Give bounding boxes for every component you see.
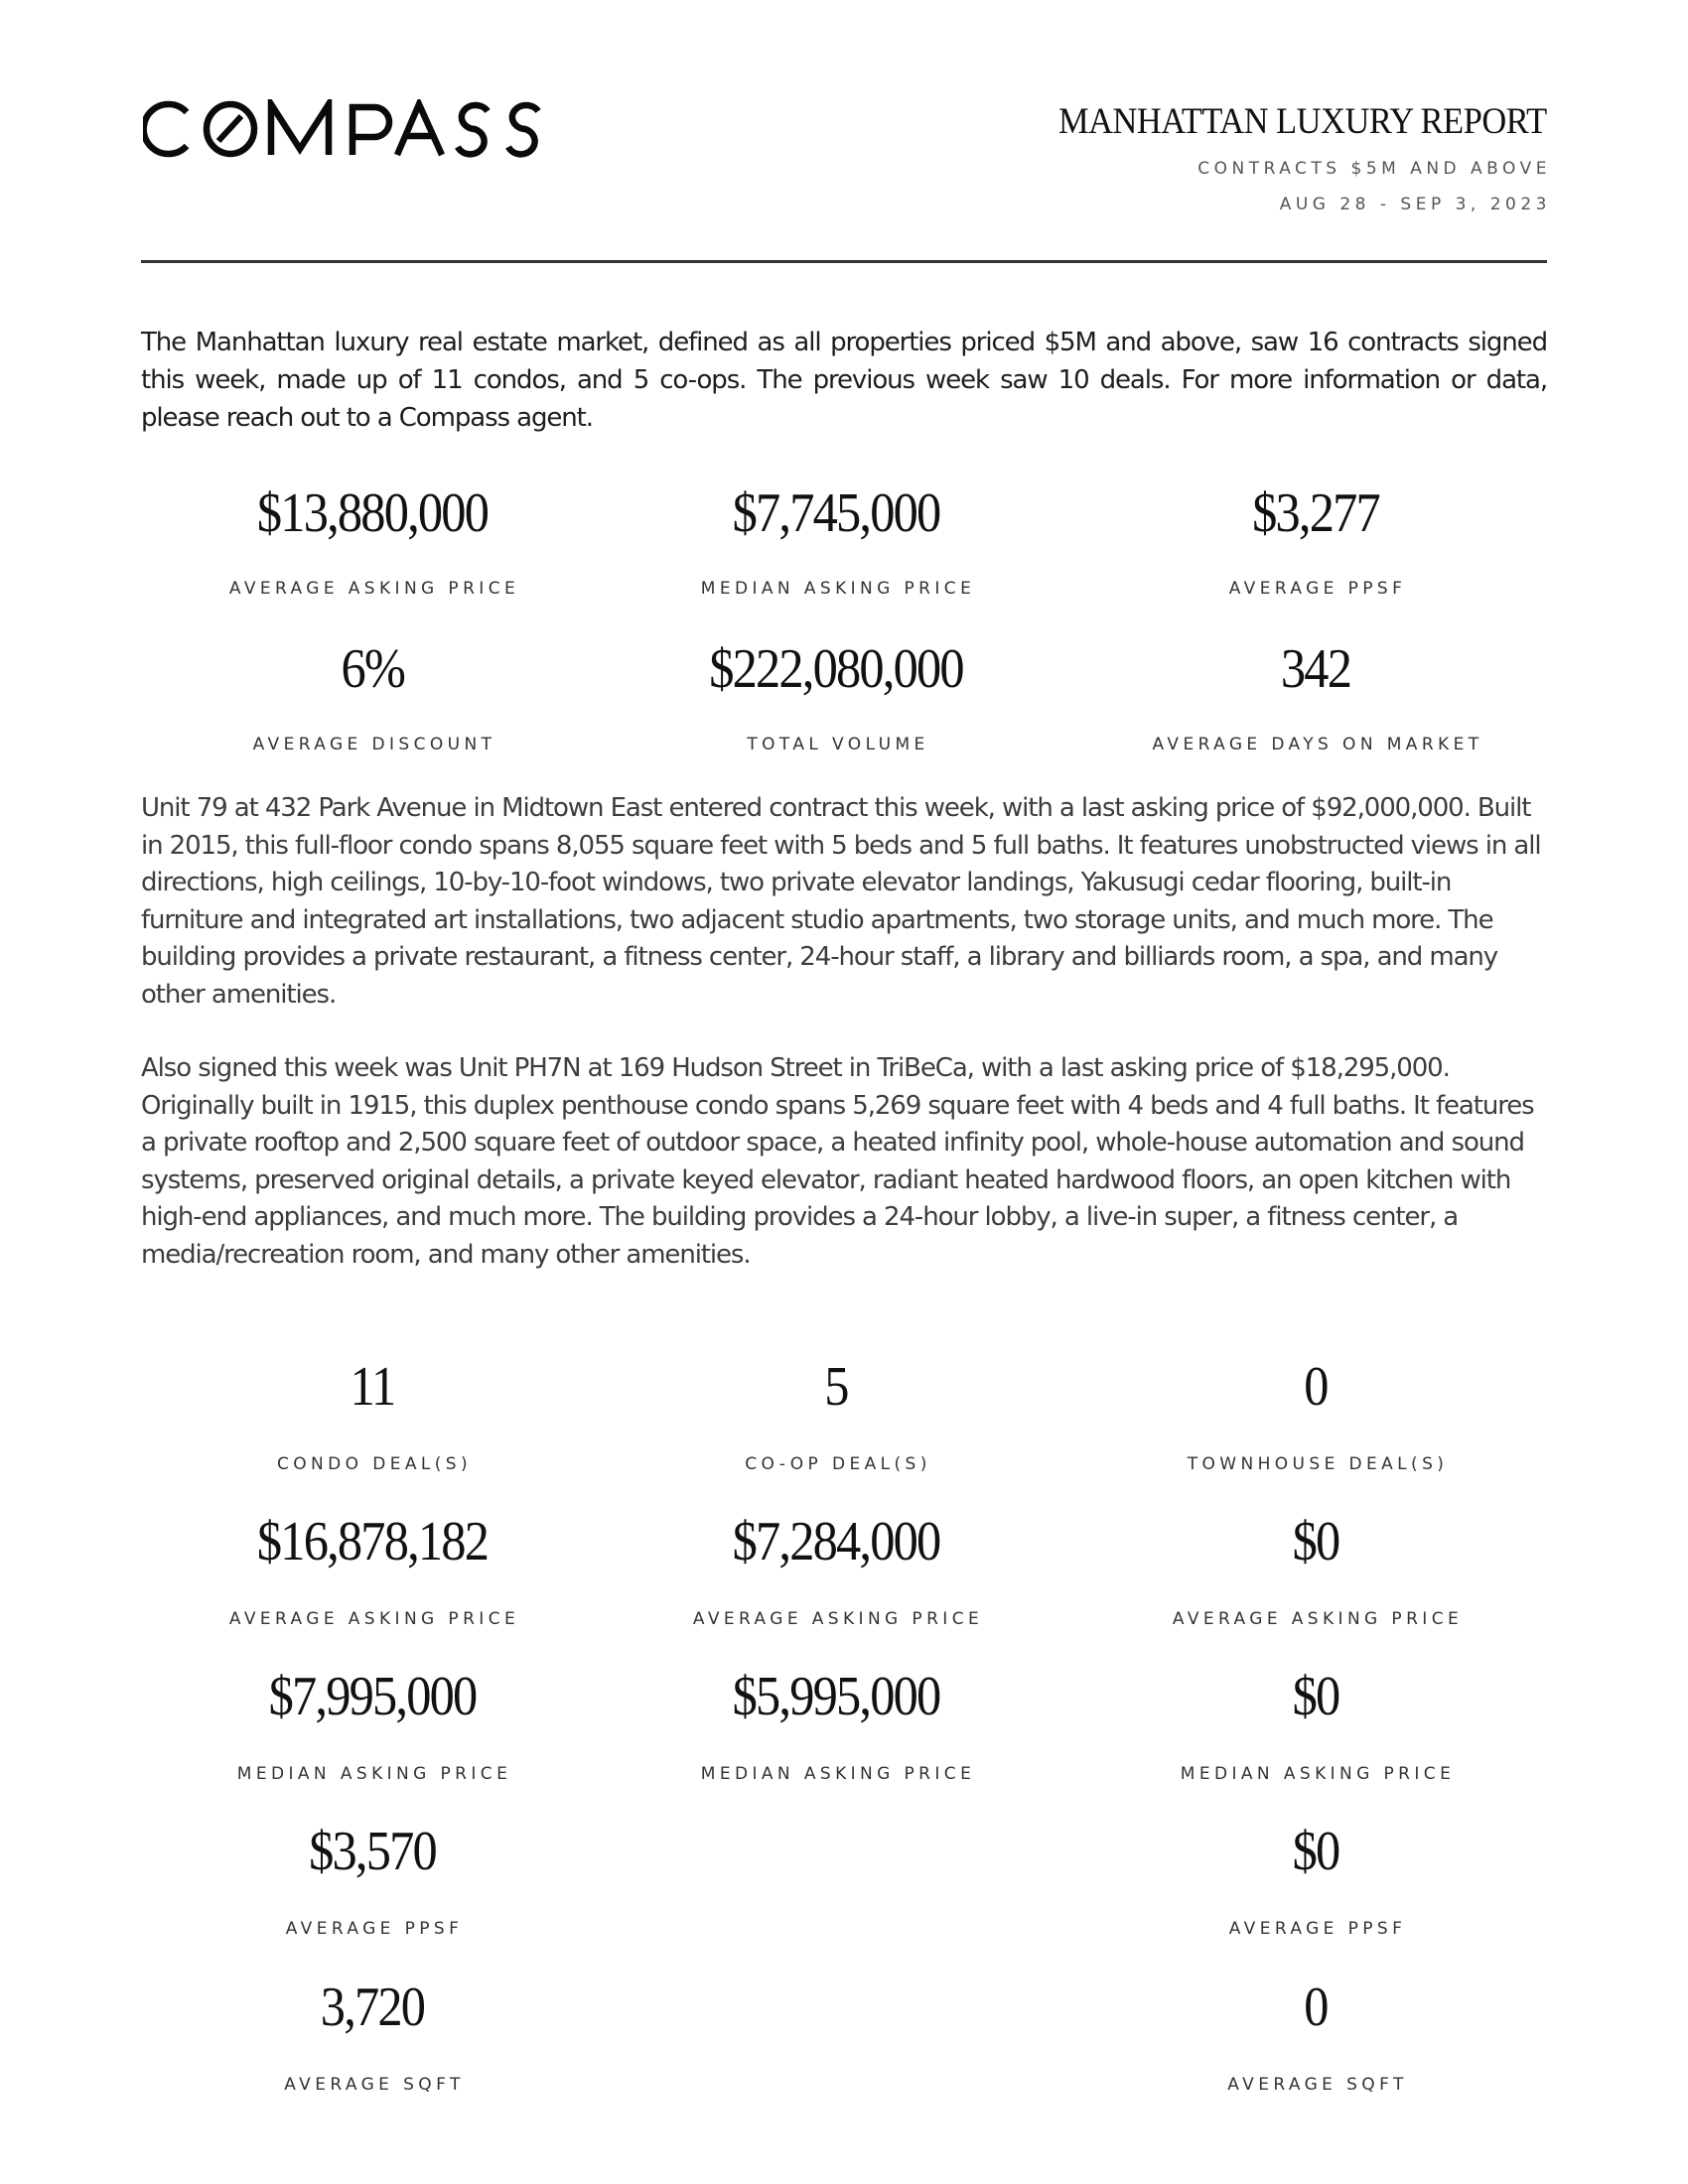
townhouse-average-asking-price [1087,1512,1544,1629]
compass-logo [143,99,560,159]
stat-label: TOWNHOUSE DEAL(S) [1187,1454,1449,1474]
stat-value: 11 [350,1356,395,1418]
report-title: MANHATTAN LUXURY REPORT [1058,101,1547,142]
stat-value: $7,745,000 [732,482,940,544]
stat-value: $0 [1292,1821,1339,1882]
stat-label: MEDIAN ASKING PRICE [700,1764,976,1784]
report-header [1022,99,1551,214]
stat-total-volume [608,639,1064,754]
stat-label: AVERAGE ASKING PRICE [1172,1609,1464,1629]
stat-value: 3,720 [320,1977,425,2038]
stat-value: $3,570 [309,1821,436,1882]
stat-label: AVERAGE ASKING PRICE [228,579,520,599]
stat-value: $16,878,182 [256,1511,489,1572]
stat-label: AVERAGE ASKING PRICE [692,1609,984,1629]
stat-label: MEDIAN ASKING PRICE [236,1764,512,1784]
stat-label: CONDO DEAL(S) [276,1454,473,1474]
stat-average-asking-price [144,483,601,599]
stat-label: AVERAGE SQFT [284,2075,465,2095]
stat-value: $0 [1292,1666,1339,1727]
stat-value: $5,995,000 [732,1666,940,1727]
condo-median-asking-price [144,1667,601,1784]
report-date-range: AUG 28 - SEP 3, 2023 [1279,195,1551,214]
stat-value: $3,277 [1252,482,1379,544]
stat-value: 0 [1304,1356,1328,1418]
stat-label: MEDIAN ASKING PRICE [1180,1764,1456,1784]
stat-average-discount [144,639,601,754]
coop-median-asking-price [608,1667,1064,1784]
stat-value: $222,080,000 [709,638,963,700]
condo-average-asking-price [144,1512,601,1629]
stat-value: 5 [824,1356,848,1418]
stat-label: AVERAGE PPSF [285,1919,464,1939]
stat-value: $13,880,000 [256,482,489,544]
intro-paragraph: The Manhattan luxury real estate market, defined as all properties priced $5M and above, saw 16 contracts signed this week, made up of 11 condos, and 5 co-ops. The previous week saw 10 deals. For more information or data, please reach out to a Compass agent. [141,328,1547,433]
report-subtitle: CONTRACTS $5M AND ABOVE [1197,159,1551,179]
stat-median-asking-price [608,483,1064,599]
stat-value: $7,995,000 [268,1666,477,1727]
stat-label: AVERAGE PPSF [1228,1919,1407,1939]
stat-average-days-on-market [1087,639,1544,754]
condo-average-sqft [144,1978,601,2095]
stat-label: AVERAGE SQFT [1227,2075,1408,2095]
stat-average-ppsf [1087,483,1544,599]
stat-label: TOTAL VOLUME [747,735,929,754]
stat-label: CO-OP DEAL(S) [745,1454,931,1474]
highlight-paragraph-169-hudson: Also signed this week was Unit PH7N at 169 Hudson Street in TriBeCa, with a last asking price of $18,295,000. Originally built in 1915, this duplex penthouse condo spans 5,269 square feet with 4 beds and 4 full baths. It features a private rooftop and 2,500 square feet of outdoor space, a heated infinity pool, whole-house automation and sound systems, preserved original details, a private keyed elevator, radiant heated hardwood floors, an open kitchen with high-end appliances, and much more. The building provides a 24-hour lobby, a live-in super, a fitness center, a media/recreation room, and many other amenities. [141,1053,1534,1270]
stat-label: AVERAGE DAYS ON MARKET [1152,735,1483,754]
stat-value: 6% [341,638,404,700]
townhouse-average-sqft [1087,1978,1544,2095]
stat-value: 342 [1280,638,1351,700]
stat-label: MEDIAN ASKING PRICE [700,579,976,599]
stat-label: AVERAGE ASKING PRICE [228,1609,520,1629]
townhouse-average-ppsf [1087,1822,1544,1939]
highlight-paragraph-432-park: Unit 79 at 432 Park Avenue in Midtown East entered contract this week, with a last asking price of $92,000,000. Built in 2015, this full-floor condo spans 8,055 square feet with 5 beds and 5 full baths. It features unobstructed views in all directions, high ceilings, 10-by-10-foot windows, two private elevator landings, Yakusugi cedar flooring, built-in furniture and integrated art installations, two adjacent studio apartments, two storage units, and much more. The building provides a private restaurant, a fitness center, 24-hour staff, a library and billiards room, a spa, and many other amenities. [141,793,1541,1010]
stat-value: $7,284,000 [732,1511,940,1572]
condo-deals [144,1357,601,1474]
townhouse-deals [1087,1357,1544,1474]
compass-logo-icon [143,99,560,159]
coop-average-asking-price [608,1512,1064,1629]
stat-label: AVERAGE DISCOUNT [252,735,496,754]
townhouse-median-asking-price [1087,1667,1544,1784]
header-divider [141,260,1547,263]
condo-average-ppsf [144,1822,601,1939]
stat-value: $0 [1292,1511,1339,1572]
stat-label: AVERAGE PPSF [1228,579,1407,599]
coop-deals [608,1357,1064,1474]
stat-value: 0 [1304,1977,1328,2038]
